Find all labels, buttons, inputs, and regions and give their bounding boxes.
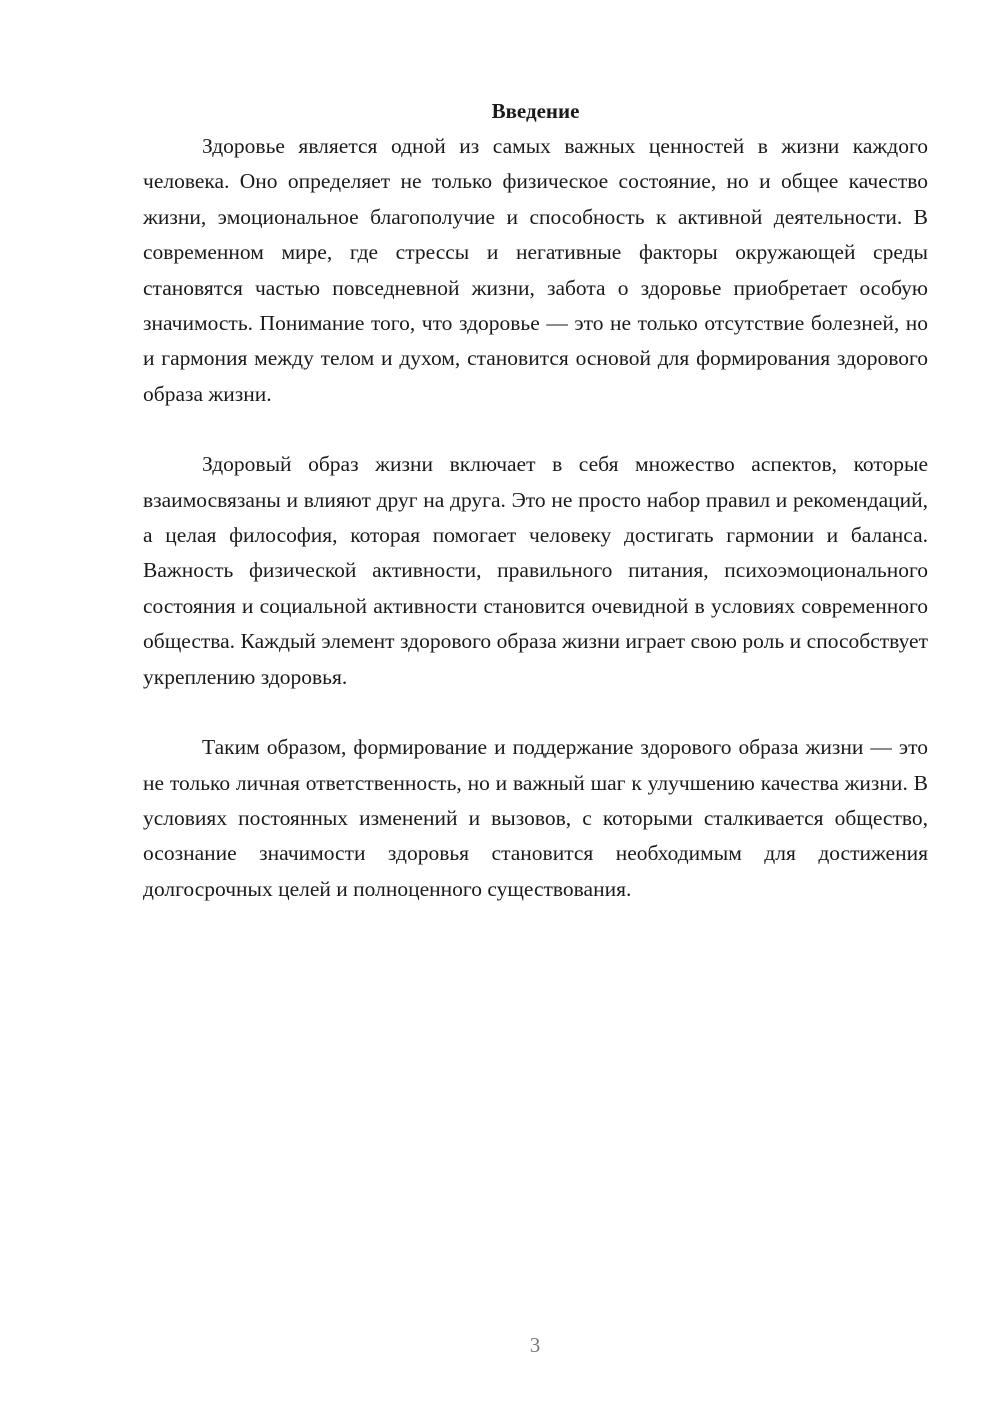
paragraph-2: Здоровый образ жизни включает в себя множество аспектов, которые взаимосвязаны и влияют друг на друга. Это не просто набор правил и рекомендаций, а целая философия, которая помогает человеку достигать гармонии и баланса. Важность физической активности, правильного питания, психоэмоционального состояния и социальной активности становится очевидной в условиях современного общества. Каждый элемент здорового образа жизни играет свою роль и способствует укреплению здоровья.	[143, 452, 928, 689]
section-title: Введение	[491, 99, 580, 123]
page-content	[143, 94, 928, 907]
page-number: 3	[529, 1333, 541, 1357]
paragraph-3: Таким образом, формирование и поддержание здорового образа жизни — это не только личная ответственность, но и важный шаг к улучшению качества жизни. В условиях постоянных изменений и вызовов, с которыми сталкивается общество, осознание значимости здоровья становится необходимым для достижения долгосрочных целей и полноценного существования.	[143, 735, 928, 901]
paragraph-1: Здоровье является одной из самых важных ценностей в жизни каждого человека. Оно определяет не только физическое состояние, но и общее качество жизни, эмоциональное благополучие и способность к активной деятельности. В современном мире, где стрессы и негативные факторы окружающей среды становятся частью повседневной жизни, забота о здоровье приобретает особую значимость. Понимание того, что здоровье — это не только отсутствие болезней, но и гармония между телом и духом, становится основой для формирования здорового образа жизни.	[143, 134, 928, 406]
